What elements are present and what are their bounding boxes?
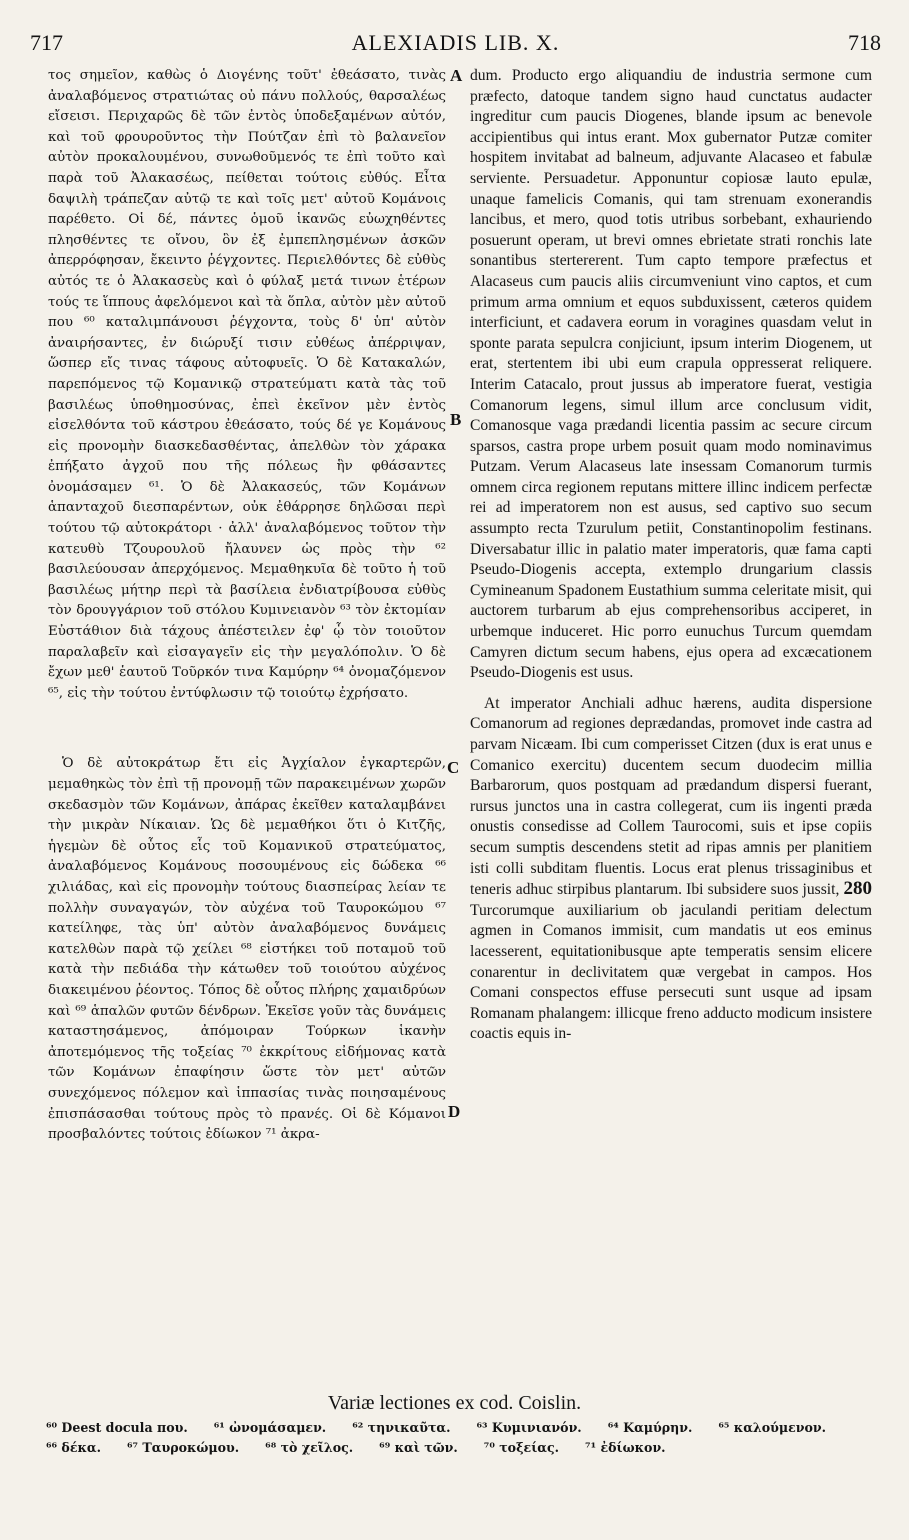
latin-paragraph-2-end: Turcorumque auxiliarium ob jaculandi peritiam delectum agmen in Comanos immisit, cum mandatis ut eos eminus lacesserent, equitationibusque apte temperatis sensim elicere conarentur in declivitatem quæ vergebat in campos. Hos Comani conspectos effuse persecuti sunt usque ad ipsam Romanam phalangem: illicque freno adducto modicum insistere coactis equis in- <box>470 901 872 1043</box>
variant-reading: ⁶⁶ δέκα. <box>46 1440 101 1455</box>
page-header <box>30 30 881 64</box>
variant-reading: ⁷¹ ἐδίωκον. <box>585 1440 666 1455</box>
latin-paragraph-2 <box>470 694 872 1045</box>
variant-reading: ⁶⁰ Deest docula που. <box>46 1420 188 1435</box>
greek-column <box>48 66 446 1146</box>
margin-marker-a: A <box>450 66 463 85</box>
variae-lectiones-list <box>46 1418 868 1458</box>
variant-reading: ⁷⁰ τοξείας. <box>483 1440 560 1455</box>
variant-reading: ⁶² τηνικαῦτα. <box>352 1420 451 1435</box>
page-number-right: 718 <box>848 30 881 55</box>
latin-column <box>470 66 872 1045</box>
running-title: ALEXIADIS LIB. X. <box>351 30 560 55</box>
variant-reading: ⁶⁷ Ταυροκώμου. <box>127 1440 240 1455</box>
variant-reading: ⁶¹ ὠνομάσαμεν. <box>213 1420 327 1435</box>
margin-marker-c: C <box>447 758 460 777</box>
greek-paragraph-1: τος σημεῖον, καθὼς ὁ Διογένης τοῦτ' ἐθεάσατο, τινὰς ἀναλαβόμενος στρατιώτας οὐ πάνυ πολλούς, θαρσαλέως εἴσεισι. Περιχαρῶς δὲ τῶν ἐντὸς ὑποδεξαμένων αὐτόν, καὶ τοῦ φρουροῦντος τὴν Πούτζαν ἐπὶ τὸ βαλανεῖον αὐτὸν προκαλουμένου, συνωθοῦμενός τε ἐπὶ τοῦτο καὶ παρὰ τοῦ Ἀλακασέως, πείθεται τούτοις εὐθύς. Εἶτα δαψιλὴ τράπεζαν αὐτῷ τε καὶ τοῖς μετ' αὐτοῦ Κομάνοις παρέθετο. Οἱ δέ, πάντες ὁμοῦ ἱκανῶς εὐωχηθέντες πλησθέντες τε οἴνου, ὃν ἐξ ἐμπεπλησμένων ἀσκῶν ἀπερρόφησαν, ἔκειντο ῥέγχοντες. Περιελθόντες δὲ εὐθὺς αὐτός τε ὁ Ἀλακασεὺς καὶ ὁ φύλαξ μετά τινων ἑτέρων τούς τε ἵππους ἀφελόμενοι καὶ τὰ ὅπλα, αὐτὸν μὲν αὐτοῦ που ⁶⁰ καταλιμπάνουσι ῥέγχοντα, τοὺς δ' ὑπ' αὐτὸν ἀναιρήσαντες, ἐν διώρυξί τισιν εὐθέως ἀπέρριψαν, ὥσπερ εἴς τινας τάφους αὐτοφυεῖς. Ὁ δὲ Κατακαλών, παρεπόμενος τῷ Κομανικῷ στρατεύματι κατὰ τὰς τοῦ βασιλέως ὑποθημοσύνας, ἐπεὶ ἐκεῖνον μὲν ἐντὸς εἰσελθόντα τοῦ κάστρου ἐθεάσατο, τούς δέ γε Κομάνους εἰς προνομὴν διασκεδασθέντας, ἀπελθὼν τὸν χάρακα ἐπήξατο ἀγχοῦ που τῆς πόλεως ἣν φθάσαντες ὀνομάσαμεν ⁶¹. Ὁ δὲ Ἀλακασεύς, τῶν Κομάνων ἁπανταχοῦ διεσπαρέντων, οὐκ ἐθάρρησε δηλῶσαι περὶ τούτου τῷ αὐτοκράτορι · ἀλλ' ἀναλαβόμενος τοῦτον τὴν κατευθὺ Τζουρουλοῦ ἤλαυνεν ὡς πρὸς τὴν ⁶² βασιλεύουσαν ἀπερχόμενος. Μεμαθηκυῖα δὲ τοῦτο ἡ τοῦ βασιλέως μήτηρ περὶ τὰ βασίλεια ἐνδιατρίβουσα εὐθὺς τὸν δρουγγάριον τοῦ στόλου Κυμινειανὸν ⁶³ τὸν ἐκτομίαν Εὐστάθιον διὰ τάχους ἀπέστειλεν ἐφ' ᾧ τὸν τοιοῦτον παραλαβεῖν καὶ εἰσαγαγεῖν εἰς τὴν μεγαλόπολιν. Ὁ δὲ ἔχων μεθ' ἑαυτοῦ Τοῦρκόν τινα Καμύρην ⁶⁴ ὀνομαζόμενον ⁶⁵, εἰς τὴν τούτου ἐντύφλωσιν τῷ τοιούτῳ ἐχρήσατο. <box>48 68 446 701</box>
edition-page-number: 280 <box>843 878 872 900</box>
margin-marker-b: B <box>450 410 462 429</box>
latin-paragraph-2-start: At imperator Anchiali adhuc hærens, audita dispersione Comanorum ad regiones deprædandas, promovet inde castra ad parvam Nicæam. Ibi cum comperisset Citzen (dux is erat unus e Comanico exercitu) ducentem secum duodecim millia Barbarorum, quos postquam ad prædandum dispersi fuerant, rursus junctos una in castra collegerat, cum iis ingenti præda onustis consedisse ad Collem Taurocomi, suis et ipse copiis secum sumptis descendens stetit ad ripas amnis per planitiem isti colli subditam fluentis. Locus erat plenus trissaginibus et teneris adhuc stirpibus plantarum. Ibi subsidere suos jussit, <box>470 694 872 899</box>
variae-lectiones-title: Variæ lectiones ex cod. Coislin. <box>327 1392 582 1414</box>
latin-paragraph-1: dum. Producto ergo aliquandiu de industria sermone cum præfecto, datoque tandem signo haud cunctatus audacter ingreditur cum paucis Diogenes, blande ipsum ac benevole accipientibus qui intus erant. Mox gubernator Putzæ comiter hospitem invitabat ad balneum, adjuvante Alacaseo et fabulæ serviente. Persuadetur. Apponuntur copiosæ lauto epulæ, unaque famelicis Comanis, qui tam strenuam exonerandis lancibus, et mero, quod totis utribus sorbebant, exhauriendo posuerunt operam, ut brevi omnes ebrietate strati ronchis late sonantibus stertererent. Tum capto tempore præfectus et Alacaseus cum paucis aliis circumveniunt vino captos, et cum primum arma omnium et equos subduxissent, cæteros quidem interficiunt, et cadavera eorum in voragines quasdam velut in sponte parata sepulcra conjiciunt, ipsum interim Diogenem, ut erat, stertentem ibi ubi eum crapula oppresserat reliquere. Interim Catacalo, prout jussus ab imperatore fuerat, vestigia Comanorum legens, simul illum arce conclusum vidit, Comanosque vaga prædandi licentia passim ac secure circum sparsos, castra prope urbem posuit quam modo nominavimus Putzam. Verum Alacaseus late insessam Comanorum turmis omnem circa regionem reputans mittere illinc indicem perfectæ rei ad imperatorem non est ausus, sed captivo suo secum assumpto recta Tzurulum petiit, Constantinopolim festinans. Diversabatur illic in palatio mater imperatoris, quæ fama capti Pseudo-Diogenis accepta, extemplo drungarium classis Cymineanum Spadonem Eustathium summa celeritate misit, qui auctorem turbarum ab ejus comprehensoribus acciperet, in urbemque induceret. Hic porro eunuchus Turcum quemdam Camyren dictum secum habens, ejus opera ad excæcationem Pseudo-Diogenis est usus. <box>470 67 872 682</box>
page-number-left: 717 <box>30 30 63 55</box>
variant-reading: ⁶⁹ καὶ τῶν. <box>379 1440 458 1455</box>
variant-reading: ⁶⁵ καλούμενον. <box>718 1420 827 1435</box>
greek-paragraph-2: Ὁ δὲ αὐτοκράτωρ ἔτι εἰς Ἀγχίαλον ἐγκαρτερῶν, μεμαθηκὼς τὸν ἐπὶ τῇ προνομῇ τῶν παρακειμένων χωρῶν σκεδασμὸν τῶν Κομάνων, ἀπάρας ἐκεῖθεν καταλαμβάνει τὴν μικρὰν Νίκαιαν. Ὡς δὲ μεμαθήκοι ὅτι ὁ Κιτζῆς, ἡγεμὼν δὲ οὗτος εἷς τοῦ Κομανικοῦ στρατεύματος, ἀναλαβόμενος Κομάνους ποσουμένους εἰς δώδεκα ⁶⁶ χιλιάδας, καὶ εἰς προνομὴν τούτους διασπείρας λείαν τε πολλὴν συναγαγών, τὸν αὐχένα τοῦ Ταυροκώμου ⁶⁷ κατείληφε, τὰς ὑπ' αὐτὸν ἀναλαβόμενος δυνάμεις κατελθὼν παρὰ τῷ χείλει ⁶⁸ εἱστήκει τοῦ ποταμοῦ τοῦ κατὰ τὴν πεδιάδα τὴν κάτωθεν τοῦ τοιούτου αὐχένος διακειμένου ῥέοντος. Τόπος δὲ οὗτος πλήρης χαμαιδρύων καὶ ⁶⁹ ἁπαλῶν φυτῶν δένδρων. Ἐκεῖσε γοῦν τὰς δυνάμεις καταστησάμενος, ἀπόμοιραν Τούρκων ἱκανὴν ἀποτεμόμενος τῆς τοξείας ⁷⁰ ἐκκρίτους εἰδήμονας κατὰ τῶν Κομάνων ἐπαφίησιν ὥστε τὸν μετ' αὐτῶν συνεχόμενος πόλεμον καὶ ἱππασίας τινὰς ποιησαμένους ἐπισπάσασθαι τούτους πρὸς τὸ πρανές. Οἱ δὲ Κόμανοι προσβαλόντες τούτοις ἐδίωκον ⁷¹ ἀκρα- <box>48 756 446 1143</box>
variant-reading: ⁶⁸ τὸ χεῖλος. <box>265 1440 354 1455</box>
margin-marker-d: D <box>448 1102 461 1121</box>
variant-reading: ⁶³ Κυμινιανόν. <box>476 1420 582 1435</box>
variant-reading: ⁶⁴ Καμύρην. <box>607 1420 693 1435</box>
